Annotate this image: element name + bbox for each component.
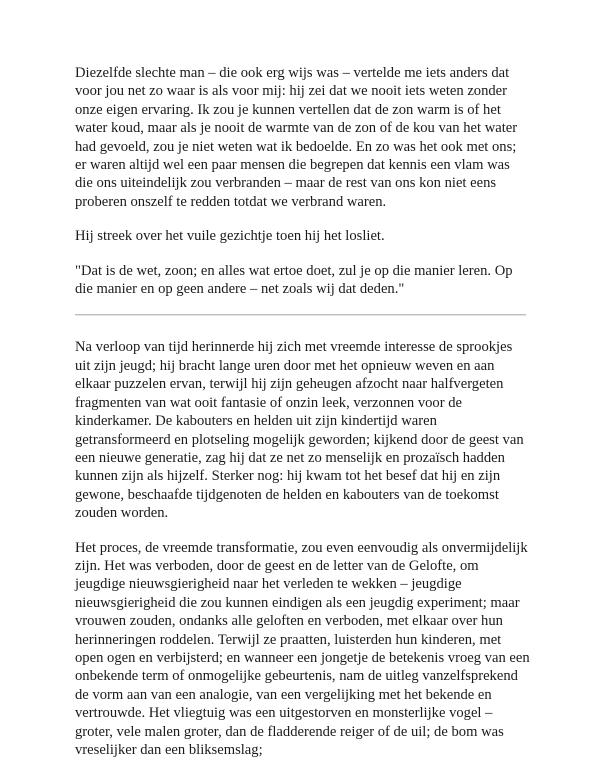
document-page: [75, 64, 530, 775]
paragraph-stroked-face: Hij streek over het vuile gezichtje toen hij het losliet.: [75, 228, 385, 245]
paragraph-transformation: Het proces, de vreemde transformatie, zou even eenvoudig als onvermijdelijk zijn. Het was verboden, door de geest en de letter van de Gelofte, om jeugdige nieuwsgierigheid naar het verleden te wekken – jeugdige nieuwsgierigheid die zou kunnen eindigen als een jeugdig experiment; maar vrouwen zouden, ondanks alle geloften en verboden, met elkaar over hun herinneringen roddelen. Terwijl ze praatten, luisterden hun kinderen, met open ogen en verbijsterd; en wanneer een jongetje de betekenis vroeg van een onbekende term of onmogelijke gebeurtenis, nam de uitleg vanzelfsprekend de vorm aan van een analogie, van een vergelijking met het bekende en vertrouwde. Het vliegtuig was een uitgestorven en monsterlijke vogel – groter, vele malen groter, dan de fladderende reiger of de uil; de bom was vreselijker dan een bliksemslag;: [75, 539, 530, 758]
paragraph-wise-man: Diezelfde slechte man – die ook erg wijs was – vertelde me iets anders dat voor jou net zo waar is als voor mij: hij zei dat we nooit iets weten zonder onze eigen ervaring. Ik zou je kunnen vertellen dat de zon warm is of het water koud, maar als je nooit de warmte van de zon of de kou van het water had gevoeld, zou je niet weten wat ik bedoelde. En zo was het ook met ons; er waren altijd wel een paar mensen die begrepen dat kennis een vlam was die ons uiteindelijk zou verbranden – maar de rest van ons kon niet eens proberen onszelf te redden totdat we verbrand waren.: [75, 65, 518, 210]
paragraph-the-law: "Dat is de wet, zoon; en alles wat ertoe doet, zul je op die manier leren. Op die manier en op geen andere – net zoals wij dat deden.": [75, 262, 513, 298]
paragraph-fairy-tales: Na verloop van tijd herinnerde hij zich met vreemde interesse de sprookjes uit zijn jeugd; hij bracht lange uren door met het opnieuw weven en aan elkaar puzzelen ervan, terwijl hij zijn geheugen afzocht naar halfvergeten fragmenten van wat ooit fantasie of onzin leek, verzonnen voor de kinderkamer. De kabouters en helden uit zijn kindertijd waren getransformeerd en plotseling mogelijk geworden; kijkend door de geest van een nieuwe generatie, zag hij dat ze net zo menselijk en prozaïsch hadden kunnen zijn als hijzelf. Sterker nog: hij kwam tot het besef dat hij en zijn gewone, beschaafde tijdgenoten de helden en kabouters van de toekomst zouden worden.: [75, 339, 524, 522]
section-divider: [75, 314, 526, 316]
